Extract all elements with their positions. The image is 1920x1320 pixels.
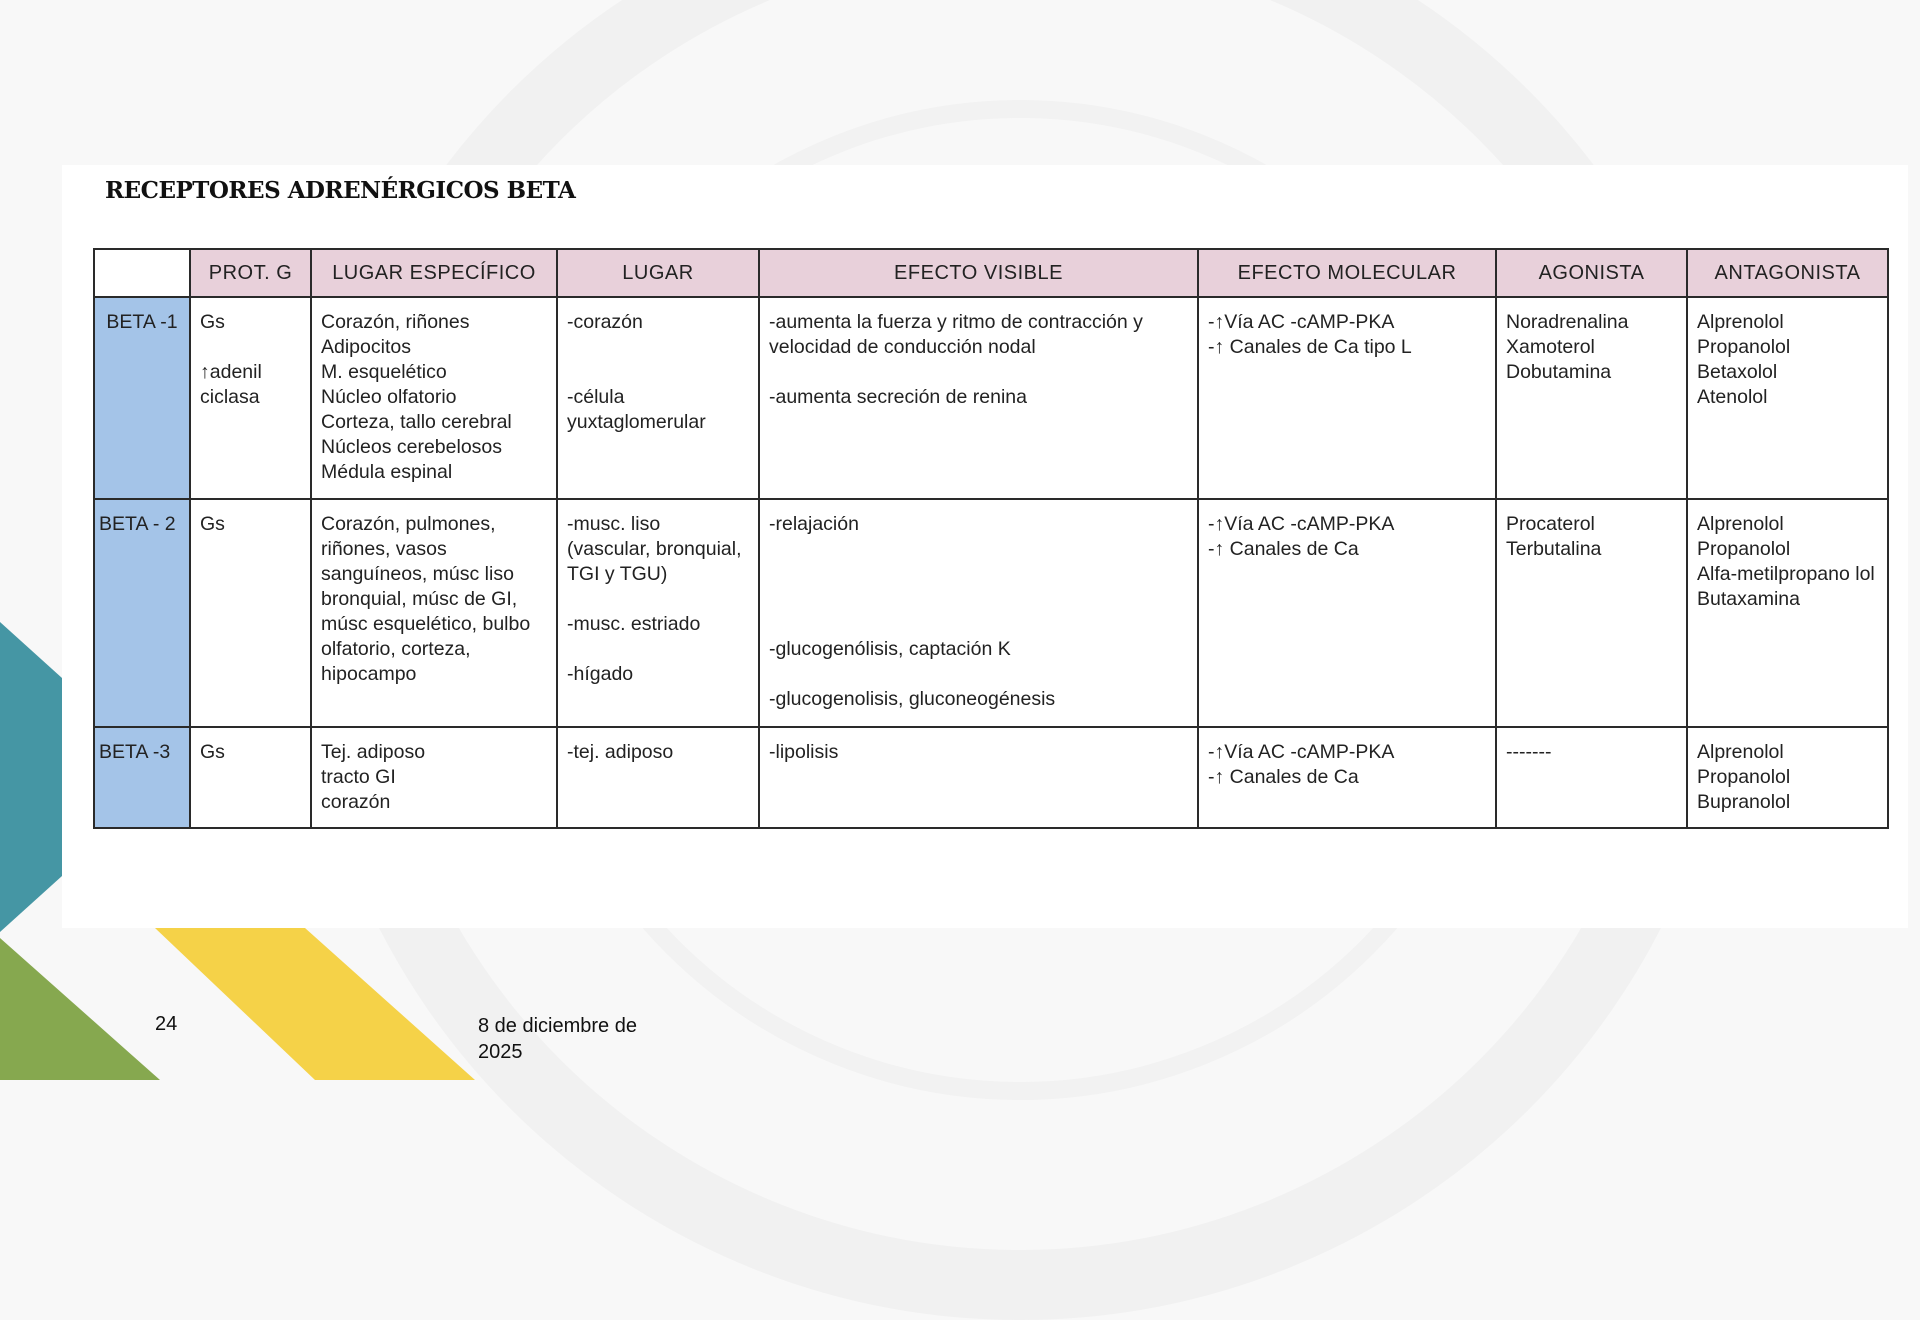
prot-g-note: ↑adenil ciclasa — [200, 361, 262, 408]
lugar-especifico-item: Tej. adiposo — [321, 741, 426, 763]
antagonista-cell — [1687, 297, 1888, 499]
page-number: 24 — [155, 1013, 178, 1035]
header-lugar-especifico: LUGAR ESPECÍFICO — [311, 249, 557, 297]
agonista-item: Procaterol — [1506, 513, 1595, 535]
efecto-molecular-item: -↑ Canales de Ca tipo L — [1208, 336, 1412, 358]
efecto-visible-cell — [759, 727, 1198, 828]
slide-date: 8 de diciembre de 2025 — [478, 1015, 637, 1063]
header-efecto-visible: EFECTO VISIBLE — [759, 249, 1198, 297]
lugar-item: -musc. estriado — [567, 613, 701, 635]
efecto-molecular-cell — [1198, 499, 1496, 727]
antagonista-item: Bupranolol — [1697, 791, 1791, 813]
decorative-teal-shape — [0, 622, 62, 932]
lugar-especifico-item: corazón — [321, 791, 391, 813]
prot-g-cell — [190, 727, 311, 828]
lugar-especifico-item: Corazón, riñones — [321, 311, 470, 333]
agonista-cell — [1496, 297, 1687, 499]
header-lugar: LUGAR — [557, 249, 759, 297]
prot-g-cell — [190, 297, 311, 499]
agonista-item: Terbutalina — [1506, 538, 1602, 560]
lugar-cell — [557, 297, 759, 499]
efecto-molecular-item: -↑ Canales de Ca — [1208, 766, 1359, 788]
decorative-green-shape — [0, 938, 160, 1080]
efecto-molecular-item: -↑ Canales de Ca — [1208, 538, 1359, 560]
agonista-item: Xamoterol — [1506, 336, 1595, 358]
efecto-visible-cell — [759, 499, 1198, 727]
efecto-visible-item: -glucogenolisis, gluconeogénesis — [769, 688, 1056, 710]
antagonista-cell — [1687, 727, 1888, 828]
lugar-especifico-item: Núcleos cerebelosos — [321, 436, 503, 458]
antagonista-item: Atenolol — [1697, 386, 1768, 408]
lugar-item: -hígado — [567, 663, 634, 685]
receptor-cell — [94, 297, 190, 499]
efecto-molecular-cell — [1198, 297, 1496, 499]
antagonista-item: Propanolol — [1697, 538, 1791, 560]
lugar-especifico-item: Adipocitos — [321, 336, 411, 358]
prot-g-cell — [190, 499, 311, 727]
lugar-item: -célula yuxtaglomerular — [567, 386, 706, 433]
lugar-item: -tej. adiposo — [567, 741, 674, 763]
antagonista-item: Propanolol — [1697, 336, 1791, 358]
antagonista-item: Butaxamina — [1697, 588, 1800, 610]
efecto-molecular-item: -↑Vía AC -cAMP-PKA — [1208, 513, 1395, 535]
header-prot-g: PROT. G — [190, 249, 311, 297]
table-header-row — [94, 249, 1888, 297]
lugar-especifico-item: Médula espinal — [321, 461, 453, 483]
agonista-cell — [1496, 727, 1687, 828]
lugar-especifico-cell — [311, 499, 557, 727]
table-row — [94, 297, 1888, 499]
efecto-molecular-item: -↑Vía AC -cAMP-PKA — [1208, 741, 1395, 763]
lugar-cell — [557, 727, 759, 828]
efecto-visible-item: -relajación — [769, 513, 859, 535]
lugar-especifico-item: Corazón, pulmones, riñones, vasos sanguíneos, músc liso bronquial, músc de GI, músc esquelético, bulbo olfatorio, corteza, hipocampo — [321, 513, 531, 685]
receptor-cell — [94, 727, 190, 828]
lugar-especifico-item: Corteza, tallo cerebral — [321, 411, 512, 433]
lugar-especifico-item: tracto GI — [321, 766, 396, 788]
lugar-cell — [557, 499, 759, 727]
header-antagonista: ANTAGONISTA — [1687, 249, 1888, 297]
efecto-visible-item: -lipolisis — [769, 741, 839, 763]
lugar-especifico-item: M. esquelético — [321, 361, 447, 383]
table-row — [94, 499, 1888, 727]
lugar-especifico-item: Núcleo olfatorio — [321, 386, 457, 408]
antagonista-item: Alprenolol — [1697, 311, 1784, 333]
receptor-cell — [94, 499, 190, 727]
efecto-visible-cell — [759, 297, 1198, 499]
receptor-table — [93, 248, 1889, 829]
efecto-visible-item: -aumenta secreción de renina — [769, 386, 1027, 408]
header-agonista: AGONISTA — [1496, 249, 1687, 297]
efecto-molecular-item: -↑Vía AC -cAMP-PKA — [1208, 311, 1395, 333]
efecto-visible-item: -aumenta la fuerza y ritmo de contracción y velocidad de conducción nodal — [769, 311, 1143, 358]
prot-g-text: Gs — [200, 741, 225, 763]
prot-g-text: Gs — [200, 311, 225, 333]
slide-title: RECEPTORES ADRENÉRGICOS BETA — [105, 177, 576, 204]
antagonista-item: Alprenolol — [1697, 741, 1784, 763]
antagonista-item: Propanolol — [1697, 766, 1791, 788]
table-row — [94, 727, 1888, 828]
efecto-molecular-cell — [1198, 727, 1496, 828]
lugar-item: -corazón — [567, 311, 643, 333]
header-efecto-molecular: EFECTO MOLECULAR — [1198, 249, 1496, 297]
agonista-item: ------- — [1506, 741, 1552, 763]
receptor-label: BETA -3 — [99, 741, 171, 763]
receptor-label: BETA -1 — [106, 311, 178, 333]
antagonista-item: Alfa-metilpropano lol — [1697, 563, 1875, 585]
antagonista-item: Betaxolol — [1697, 361, 1778, 383]
efecto-visible-item: -glucogenólisis, captación K — [769, 638, 1011, 660]
antagonista-item: Alprenolol — [1697, 513, 1784, 535]
prot-g-text: Gs — [200, 513, 225, 535]
receptor-label: BETA - 2 — [99, 513, 176, 535]
lugar-especifico-cell — [311, 297, 557, 499]
agonista-item: Noradrenalina — [1506, 311, 1629, 333]
agonista-cell — [1496, 499, 1687, 727]
antagonista-cell — [1687, 499, 1888, 727]
lugar-item: -musc. liso (vascular, bronquial, TGI y TGU) — [567, 513, 742, 585]
agonista-item: Dobutamina — [1506, 361, 1612, 383]
lugar-especifico-cell — [311, 727, 557, 828]
header-blank — [94, 249, 190, 297]
